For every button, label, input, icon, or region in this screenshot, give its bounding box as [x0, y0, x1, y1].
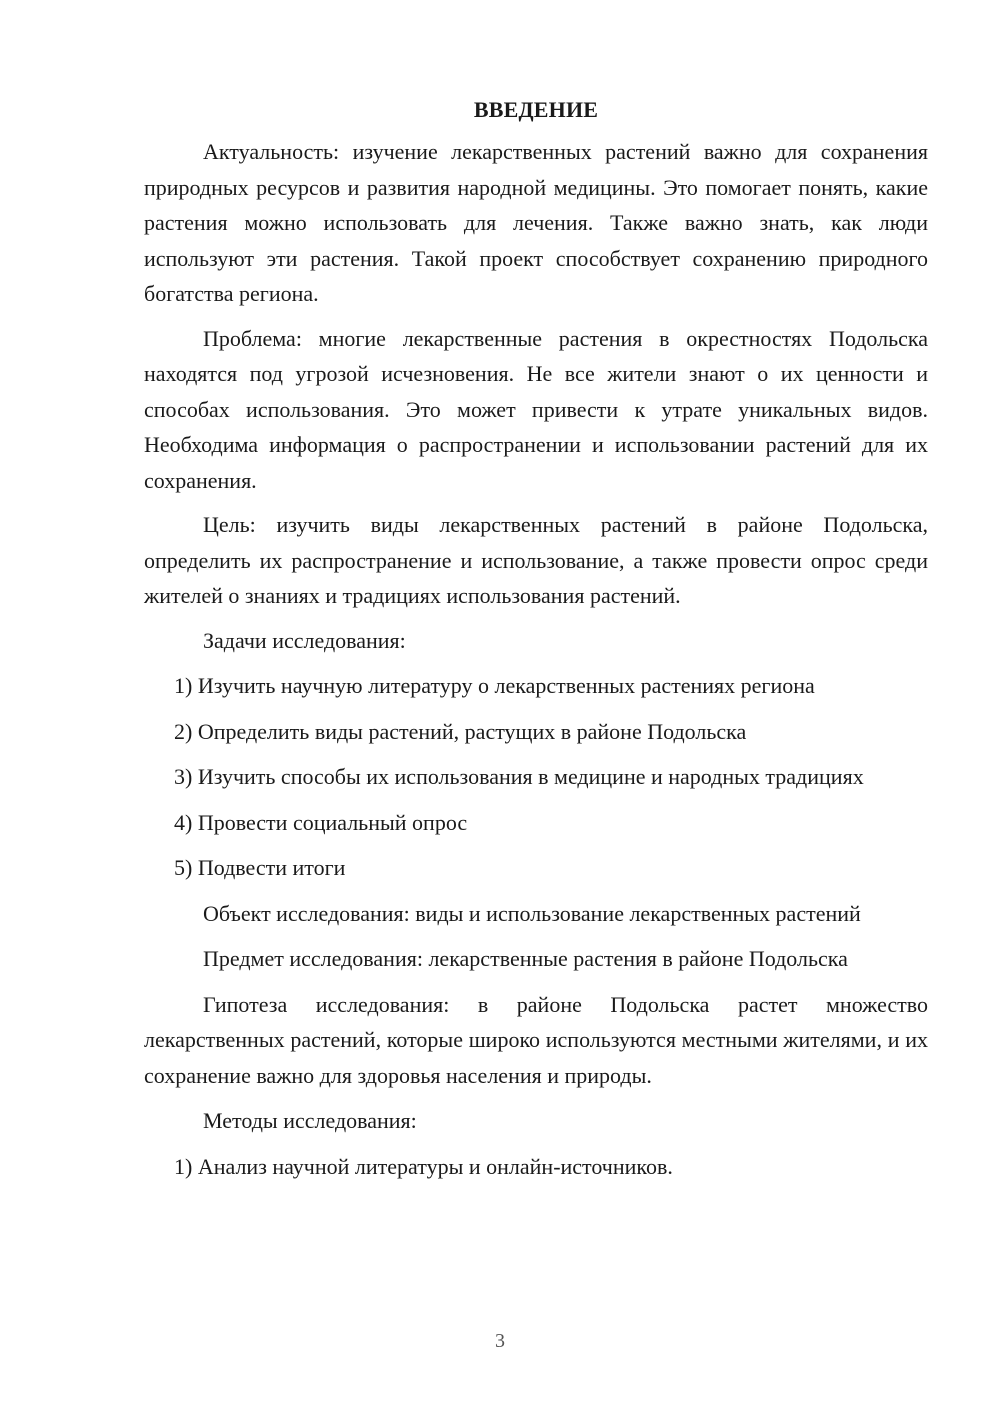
document-page — [144, 94, 928, 1194]
problem-paragraph: Проблема: многие лекарственные растения в окрестностях Подольска находятся под угрозой исчезновения. Не все жители знают о их ценности и способах использования. Это может привести к утрате уникальных видов. Необходима информация о распространении и использовании растений для их сохранения. — [144, 325, 928, 493]
subject-paragraph: Предмет исследования: лекарственные растения в районе Подольска — [203, 946, 848, 971]
page-number: 3 — [495, 1330, 505, 1352]
section-heading: ВВЕДЕНИЕ — [473, 97, 599, 122]
task-item: 5) Подвести итоги — [174, 855, 346, 880]
tasks-title: Задачи исследования: — [203, 627, 406, 653]
task-item: 1) Изучить научную литературу о лекарственных растениях региона — [174, 673, 815, 698]
task-item: 3) Изучить способы их использования в медицине и народных традициях — [174, 764, 864, 789]
task-item: 4) Провести социальный опрос — [174, 809, 468, 835]
goal-paragraph: Цель: изучить виды лекарственных растений в районе Подольска, определить их распространение и использование, а также провести опрос среди жителей о знаниях и традициях использования растений. — [144, 512, 928, 608]
method-item: 1) Анализ научной литературы и онлайн-источников. — [174, 1153, 673, 1179]
methods-title: Методы исследования: — [203, 1108, 417, 1133]
object-paragraph: Объект исследования: виды и использование лекарственных растений — [203, 900, 861, 926]
task-item: 2) Определить виды растений, растущих в районе Подольска — [174, 718, 747, 744]
relevance-paragraph: Актуальность: изучение лекарственных растений важно для сохранения природных ресурсов и развития народной медицины. Это помогает понять, какие растения можно использовать для лечения. Также важно знать, как люди используют эти растения. Такой проект способствует сохранению природного богатства региона. — [144, 139, 928, 306]
hypothesis-paragraph: Гипотеза исследования: в районе Подольска растет множество лекарственных растений, которые широко используются местными жителями, и их сохранение важно для здоровья населения и природы. — [144, 991, 928, 1088]
